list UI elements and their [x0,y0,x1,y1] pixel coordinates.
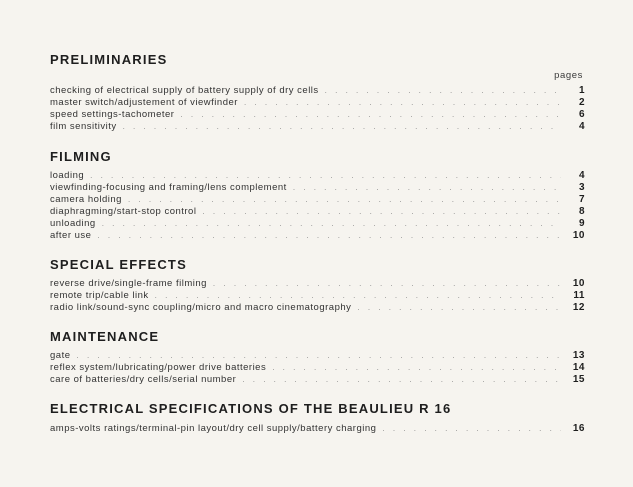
dot-leader [357,303,561,312]
toc-entry-text: gate [50,350,71,361]
toc-entry-text: loading [50,170,85,181]
toc-entry-text: after use [50,230,92,241]
dot-leader [272,363,561,372]
toc-entry-page: 3 [578,182,585,193]
toc-entry-text: film sensitivity [50,121,117,132]
toc-entry [50,109,585,121]
toc-entry-text: camera holding [50,194,122,205]
section-title-electrical-specifications: ELECTRICAL SPECIFICATIONS OF THE BEAULIEU R 16 [50,401,452,416]
section-title-special-effects: SPECIAL EFFECTS [50,257,187,272]
dot-leader [242,375,561,384]
toc-entry-page: 15 [572,374,585,385]
toc-entry-text: speed settings-tachometer [50,109,175,120]
toc-entry [50,290,585,302]
toc-entry [50,121,585,133]
toc-entry-page: 12 [572,302,585,313]
dot-leader [293,183,561,192]
dot-leader [213,279,561,288]
toc-entry-page: 10 [572,230,585,241]
toc-entry [50,170,585,182]
toc-entry-page: 11 [573,290,585,301]
toc-entry-text: viewfinding-focusing and framing/lens complement [50,182,287,193]
toc-entry [50,374,585,386]
toc-entry-page: 1 [578,85,585,96]
toc-entry-page: 10 [572,278,585,289]
dot-leader [202,207,561,216]
dot-leader [128,195,561,204]
toc-entry-text: remote trip/cable link [50,290,149,301]
toc-entry [50,423,585,435]
pages-column-label: pages [554,70,583,81]
toc-entry-page: 4 [578,121,585,132]
toc-entry-page: 8 [578,206,585,217]
toc-entry-text: master switch/adjustement of viewfinder [50,97,238,108]
dot-leader [325,86,561,95]
dot-leader [90,171,561,180]
toc-entry-page: 16 [572,423,585,434]
toc-entry-page: 13 [572,350,585,361]
toc-entry-text: radio link/sound-sync coupling/micro and macro cinematography [50,302,352,313]
toc-entry-text: reflex system/lubricating/power drive batteries [50,362,267,373]
toc-entry-page: 14 [572,362,585,373]
toc-entry-text: unloading [50,218,96,229]
toc-entry [50,302,585,314]
toc-entry [50,362,585,374]
toc-entry [50,230,585,242]
toc-entry [50,218,585,230]
toc-entry-page: 9 [578,218,585,229]
dot-leader [382,424,561,433]
dot-leader [244,98,561,107]
dot-leader [77,351,562,360]
toc-entry-page: 6 [578,109,585,120]
dot-leader [97,231,561,240]
toc-entry-text: reverse drive/single-frame filming [50,278,207,289]
dot-leader [155,291,561,300]
section-title-filming: FILMING [50,149,112,164]
toc-entry-text: diaphragming/start-stop control [50,206,197,217]
toc-entry-page: 7 [578,194,585,205]
section-title-preliminaries: PRELIMINARIES [50,52,168,67]
toc-entry-page: 4 [578,170,585,181]
toc-entry [50,206,585,218]
dot-leader [180,110,561,119]
toc-entry [50,85,585,97]
toc-entry [50,182,585,194]
toc-entry [50,350,585,362]
toc-entry-text: amps-volts ratings/terminal-pin layout/dry cell supply/battery charging [50,423,377,434]
toc-entry [50,194,585,206]
toc-entry-page: 2 [578,97,585,108]
dot-leader [102,219,561,228]
dot-leader [123,122,561,131]
toc-entry [50,278,585,290]
toc-entry-text: care of batteries/dry cells/serial number [50,374,237,385]
toc-entry-text: checking of electrical supply of battery supply of dry cells [50,85,319,96]
toc-entry [50,97,585,109]
section-title-maintenance: MAINTENANCE [50,329,160,344]
